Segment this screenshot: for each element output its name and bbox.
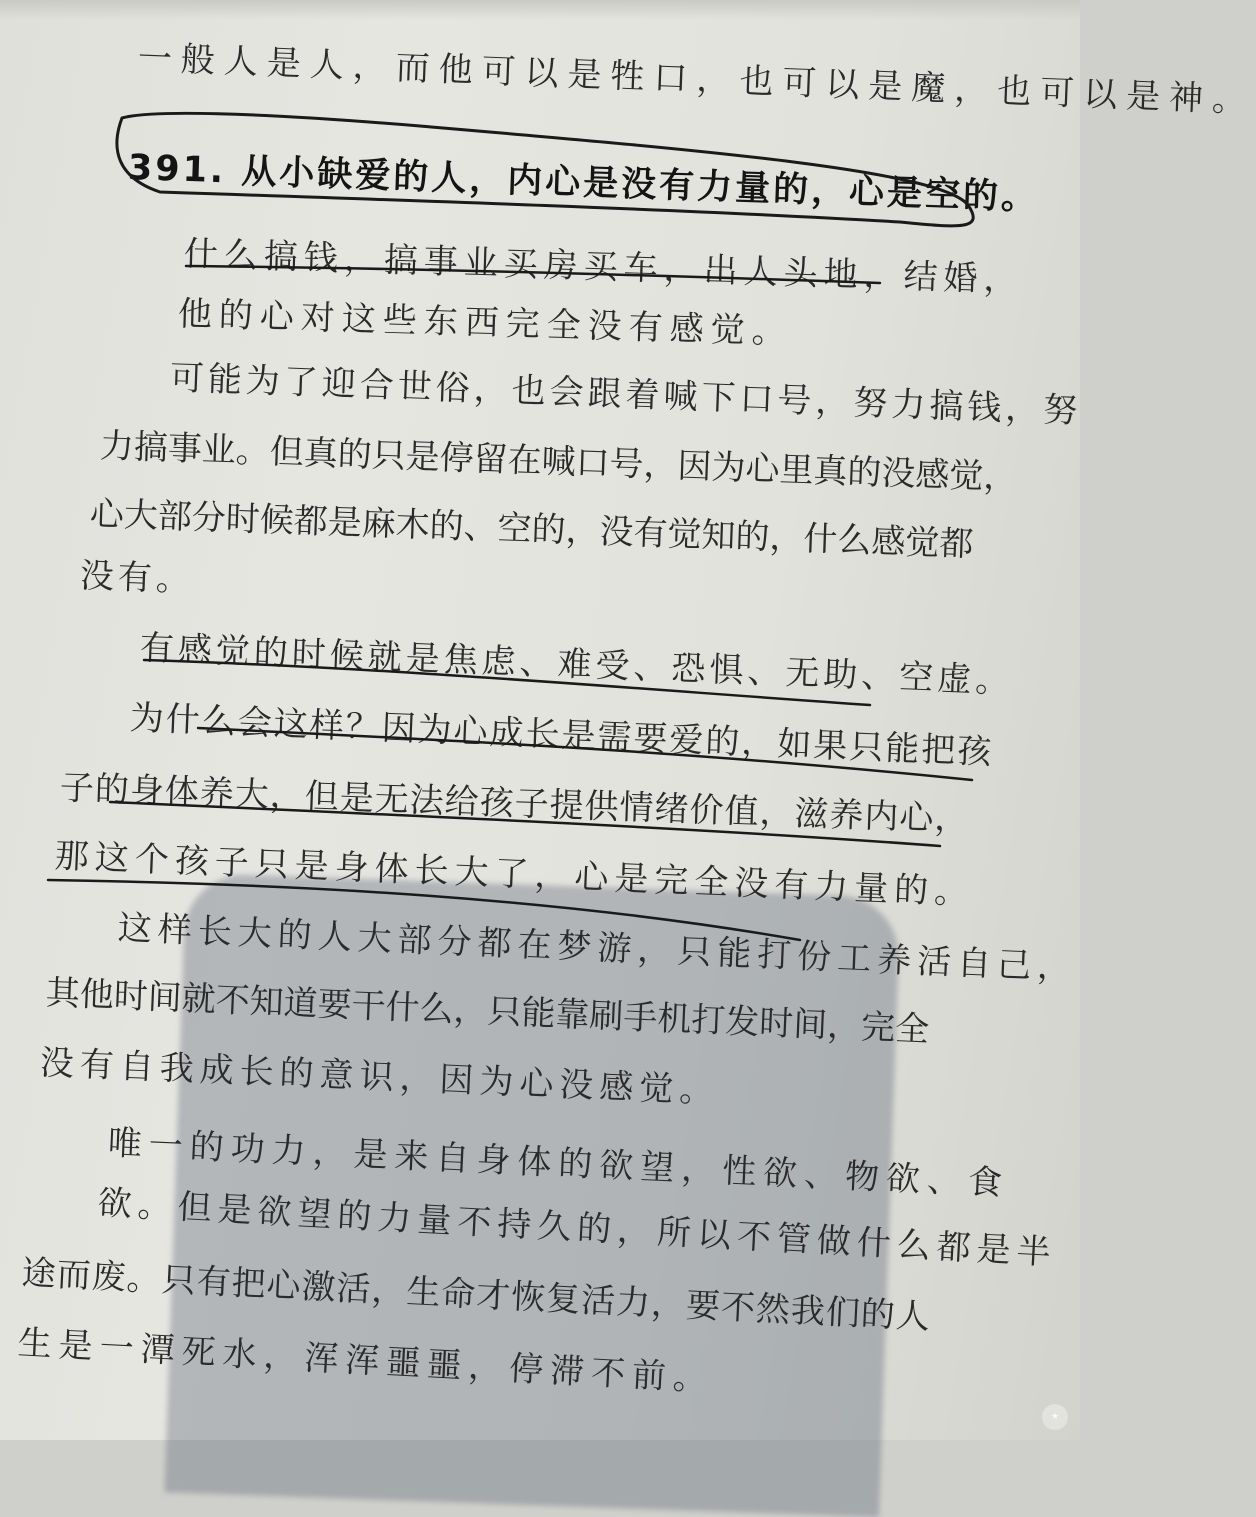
text-line-3: 可能为了迎合世俗，也会跟着喊下口号，努力搞钱，努 xyxy=(169,358,1082,432)
text-line-8: 为什么会这样？因为心成长是需要爱的，如果只能把孩 xyxy=(129,698,994,773)
text-line-11: 这样长大的人大部分都在梦游，只能打份工养活自己， xyxy=(117,908,1078,989)
text-line-15: 欲。但是欲望的力量不持久的，所以不管做什么都是半 xyxy=(96,1183,1058,1274)
text-line-12: 其他时间就不知道要干什么，只能靠刷手机打发时间，完全 xyxy=(45,973,930,1050)
text-line-2: 他的心对这些东西完全没有感觉。 xyxy=(177,294,794,353)
text-line-1: 什么搞钱，搞事业买房买车，出人头地，结婚， xyxy=(183,234,1025,301)
page-top-edge xyxy=(0,0,1080,20)
text-line-9: 子的身体养大，但是无法给孩子提供情绪价值，滋养内心， xyxy=(59,768,971,840)
text-line-14: 唯一的功力，是来自身体的欲望，性欲、物欲、食 xyxy=(106,1123,1010,1204)
text-line-6: 没有。 xyxy=(79,556,195,600)
text-line-5: 心大部分时候都是麻木的、空的，没有觉知的，什么感觉都 xyxy=(89,494,975,565)
text-line-4: 力搞事业。但真的只是停留在喊口号，因为心里真的没感觉， xyxy=(99,426,1019,499)
text-line-10: 那这个孩子只是身体长大了，心是完全没有力量的。 xyxy=(54,836,975,913)
section-heading: 391. 从小缺爱的人，内心是没有力量的，心是空的。 xyxy=(127,148,1040,219)
text-line-7: 有感觉的时候就是焦虑、难受、恐惧、无助、空虚。 xyxy=(139,628,1014,702)
text-line-17: 生是一潭死水，浑浑噩噩，停滞不前。 xyxy=(16,1323,715,1400)
text-line-13: 没有自我成长的意识，因为心没感觉。 xyxy=(39,1043,721,1112)
watermark-logo: ★ xyxy=(1042,1404,1068,1430)
text-line-16: 途而废。只有把心激活，生命才恢复活力，要不然我们的人 xyxy=(20,1253,932,1338)
text-line-0: 一般人是人，而他可以是牲口，也可以是魔，也可以是神。 xyxy=(137,38,1256,121)
